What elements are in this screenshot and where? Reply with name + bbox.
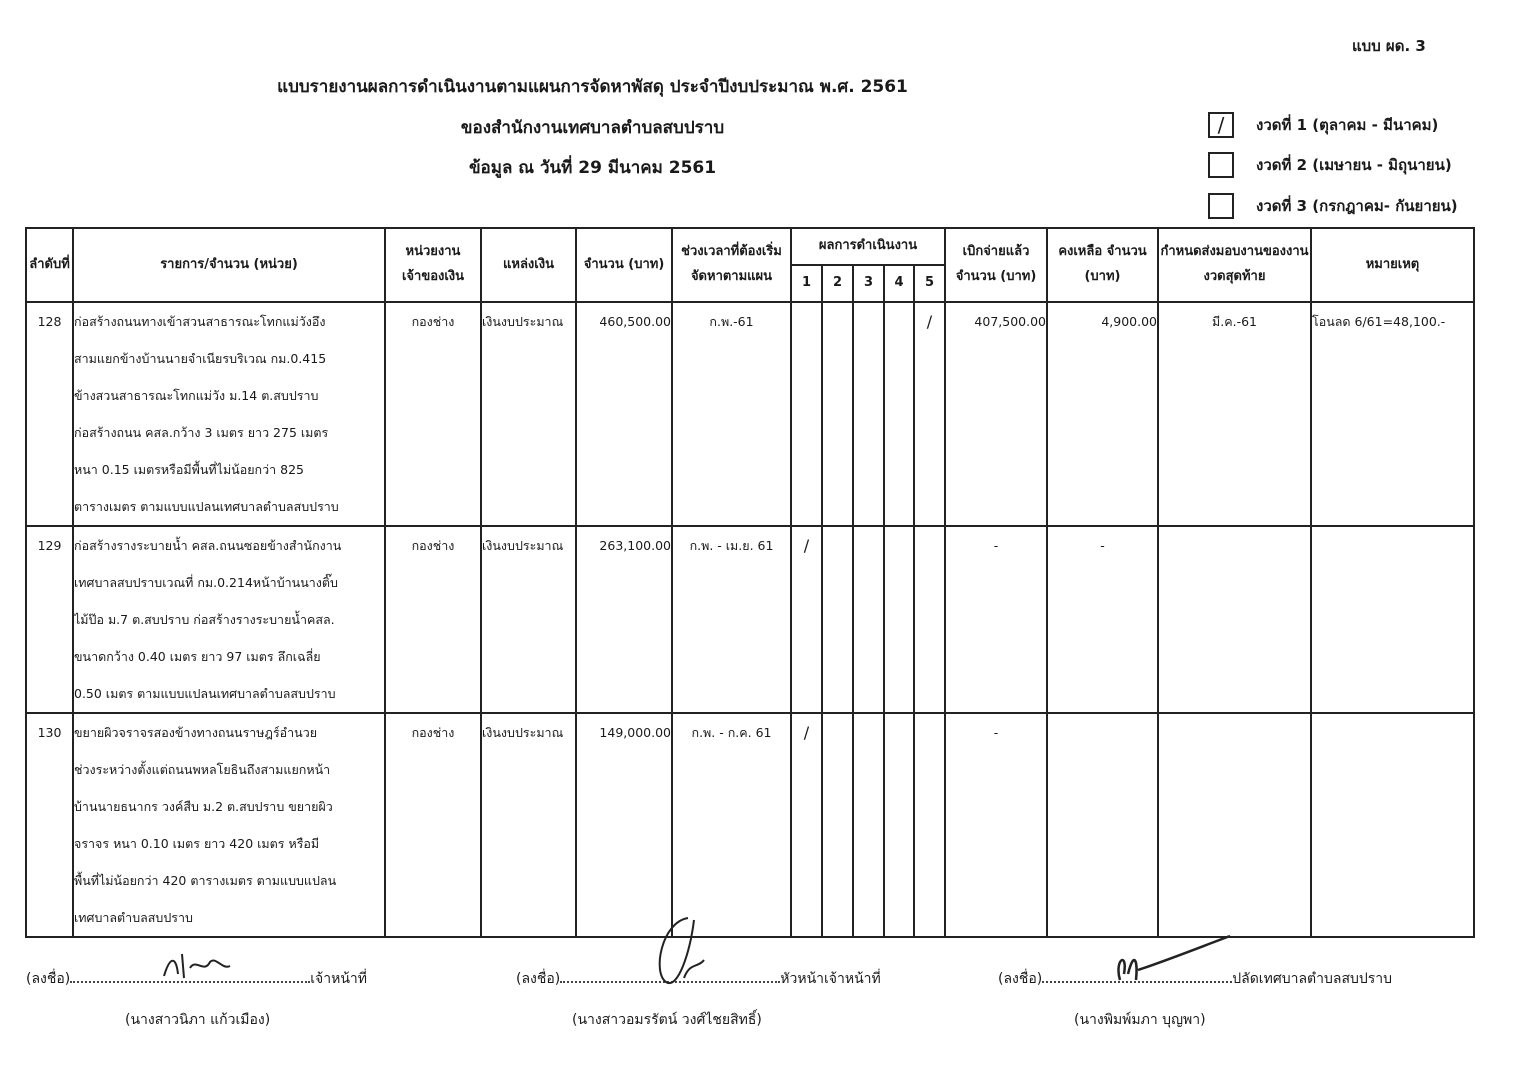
signature-1: (ลงชื่อ) เจ้าหน้าที่: [26, 971, 367, 987]
row-result-4: [884, 713, 914, 937]
row-no: 129: [26, 526, 73, 713]
signature-1-scribble: [160, 948, 240, 982]
row-item: ขยายผิวจราจรสองข้างทางถนนราษฎร์อำนวย ช่วงระหว่างตั้งแต่ถนนพหลโยธินถึงสามแยกหน้า บ้านนายธนากร วงค์สืบ ม.2 ต.สบปราบ ขยายผิว จราจร หนา 0.10 เมตร ยาว 420 เมตร หรือมี พื้นที่ไม่น้อยกว่า 420 ตารางเมตร ตามแบบแปลน เทศบาลตำบลสบปราบ: [73, 713, 385, 937]
data-date: ข้อมูล ณ วันที่ 29 มีนาคม 2561: [468, 158, 717, 178]
header-result-1: 1: [791, 265, 822, 302]
header-note: หมายเหตุ: [1311, 228, 1474, 302]
period-1-checkbox[interactable]: /: [1208, 112, 1234, 138]
header-paid: เบิกจ่ายแล้ว จำนวน (บาท): [945, 228, 1047, 302]
period-1[interactable]: [1208, 112, 1438, 138]
signature-1-name: (นางสาวนิภา แก้วเมือง): [125, 1012, 271, 1028]
row-result-1: /: [791, 713, 822, 937]
row-amount: 263,100.00: [576, 526, 672, 713]
signature-3-name: (นางพิมพ์มภา บุญพา): [1074, 1012, 1206, 1028]
row-period: ก.พ.-61: [672, 302, 791, 526]
row-period: ก.พ. - ก.ค. 61: [672, 713, 791, 937]
row-deadline: [1158, 713, 1311, 937]
row-result-2: [822, 713, 853, 937]
signature-2: (ลงชื่อ) หัวหน้าเจ้าหน้าที่: [516, 971, 881, 987]
row-result-5: /: [914, 302, 945, 526]
period-2-checkbox[interactable]: [1208, 152, 1234, 178]
row-remain: 4,900.00: [1047, 302, 1158, 526]
header-result-3: 3: [853, 265, 884, 302]
period-3[interactable]: [1208, 193, 1458, 219]
procurement-table: [25, 227, 1475, 938]
row-result-1: /: [791, 526, 822, 713]
row-item: ก่อสร้างถนนทางเข้าสวนสาธารณะโทกแม่วังอึง สามแยกข้างบ้านนายจำเนียรบริเวณ กม.0.415 ข้างสวนสาธารณะโทกแม่วัง ม.14 ต.สบปราบ ก่อสร้างถนน คสล.กว้าง 3 เมตร ยาว 275 เมตร หนา 0.15 เมตรหรือมีพื้นที่ไม่น้อยกว่า 825 ตารางเมตร ตามแบบแปลนเทศบาลตำบลสบปราบ: [73, 302, 385, 526]
row-source: เงินงบประมาณ: [481, 302, 576, 526]
row-result-3: [853, 302, 884, 526]
header-amount: จำนวน (บาท): [576, 228, 672, 302]
row-source: เงินงบประมาณ: [481, 713, 576, 937]
row-source: เงินงบประมาณ: [481, 526, 576, 713]
table-row: [26, 526, 1474, 713]
row-result-2: [822, 526, 853, 713]
row-unit: กองช่าง: [385, 526, 481, 713]
row-remain: -: [1047, 526, 1158, 713]
header-result: ผลการดำเนินงาน: [791, 228, 945, 265]
row-result-4: [884, 526, 914, 713]
row-deadline: [1158, 526, 1311, 713]
period-3-label: งวดที่ 3 (กรกฎาคม- กันยายน): [1256, 197, 1458, 215]
row-result-5: [914, 713, 945, 937]
signature-3: (ลงชื่อ) ปลัดเทศบาลตำบลสบปราบ: [998, 971, 1393, 987]
row-paid: 407,500.00: [945, 302, 1047, 526]
header-remain: คงเหลือ จำนวน (บาท): [1047, 228, 1158, 302]
office-name: ของสำนักงานเทศบาลตำบลสบปราบ: [460, 118, 725, 138]
header-result-2: 2: [822, 265, 853, 302]
table-row: [26, 302, 1474, 526]
signature-2-name: (นางสาวอมรรัตน์ วงศ์ไชยสิทธิ์): [572, 1012, 762, 1028]
row-result-4: [884, 302, 914, 526]
row-note: [1311, 713, 1474, 937]
period-2[interactable]: [1208, 152, 1452, 178]
header-source: แหล่งเงิน: [481, 228, 576, 302]
row-paid: -: [945, 713, 1047, 937]
row-deadline: มี.ค.-61: [1158, 302, 1311, 526]
signature-3-scribble: [1108, 930, 1238, 986]
row-paid: -: [945, 526, 1047, 713]
signature-2-scribble: [648, 912, 728, 992]
row-note: [1311, 526, 1474, 713]
report-title: แบบรายงานผลการดำเนินงานตามแผนการจัดหาพัสดุ ประจำปีงบประมาณ พ.ศ. 2561: [277, 77, 908, 97]
header-result-4: 4: [884, 265, 914, 302]
row-result-2: [822, 302, 853, 526]
header-no: ลำดับที่: [26, 228, 73, 302]
row-amount: 149,000.00: [576, 713, 672, 937]
row-period: ก.พ. - เม.ย. 61: [672, 526, 791, 713]
header-deadline: กำหนดส่งมอบงานของงานงวดสุดท้าย: [1158, 228, 1311, 302]
row-result-1: [791, 302, 822, 526]
header-period: ช่วงเวลาที่ต้องเริ่มจัดหาตามแผน: [672, 228, 791, 302]
form-code: แบบ ผด. 3: [1352, 37, 1426, 55]
row-remain: [1047, 713, 1158, 937]
row-result-3: [853, 713, 884, 937]
row-item: ก่อสร้างรางระบายน้ำ คสล.ถนนซอยข้างสำนักงาน เทศบาลสบปราบเวณที่ กม.0.214หน้าบ้านนางติ๊บ ไม้ป๊อ ม.7 ต.สบปราบ ก่อสร้างรางระบายน้ำคสล. ขนาดกว้าง 0.40 เมตร ยาว 97 เมตร ลึกเฉลี่ย 0.50 เมตร ตามแบบแปลนเทศบาลตำบลสบปราบ: [73, 526, 385, 713]
header-item: รายการ/จำนวน (หน่วย): [73, 228, 385, 302]
row-no: 130: [26, 713, 73, 937]
row-result-3: [853, 526, 884, 713]
row-unit: กองช่าง: [385, 713, 481, 937]
row-amount: 460,500.00: [576, 302, 672, 526]
row-no: 128: [26, 302, 73, 526]
row-note: โอนลด 6/61=48,100.-: [1311, 302, 1474, 526]
row-result-5: [914, 526, 945, 713]
header-unit: หน่วยงานเจ้าของเงิน: [385, 228, 481, 302]
period-1-label: งวดที่ 1 (ตุลาคม - มีนาคม): [1256, 116, 1439, 134]
header-result-5: 5: [914, 265, 945, 302]
period-2-label: งวดที่ 2 (เมษายน - มิถุนายน): [1256, 156, 1452, 174]
table-row: [26, 713, 1474, 937]
period-3-checkbox[interactable]: [1208, 193, 1234, 219]
row-unit: กองช่าง: [385, 302, 481, 526]
